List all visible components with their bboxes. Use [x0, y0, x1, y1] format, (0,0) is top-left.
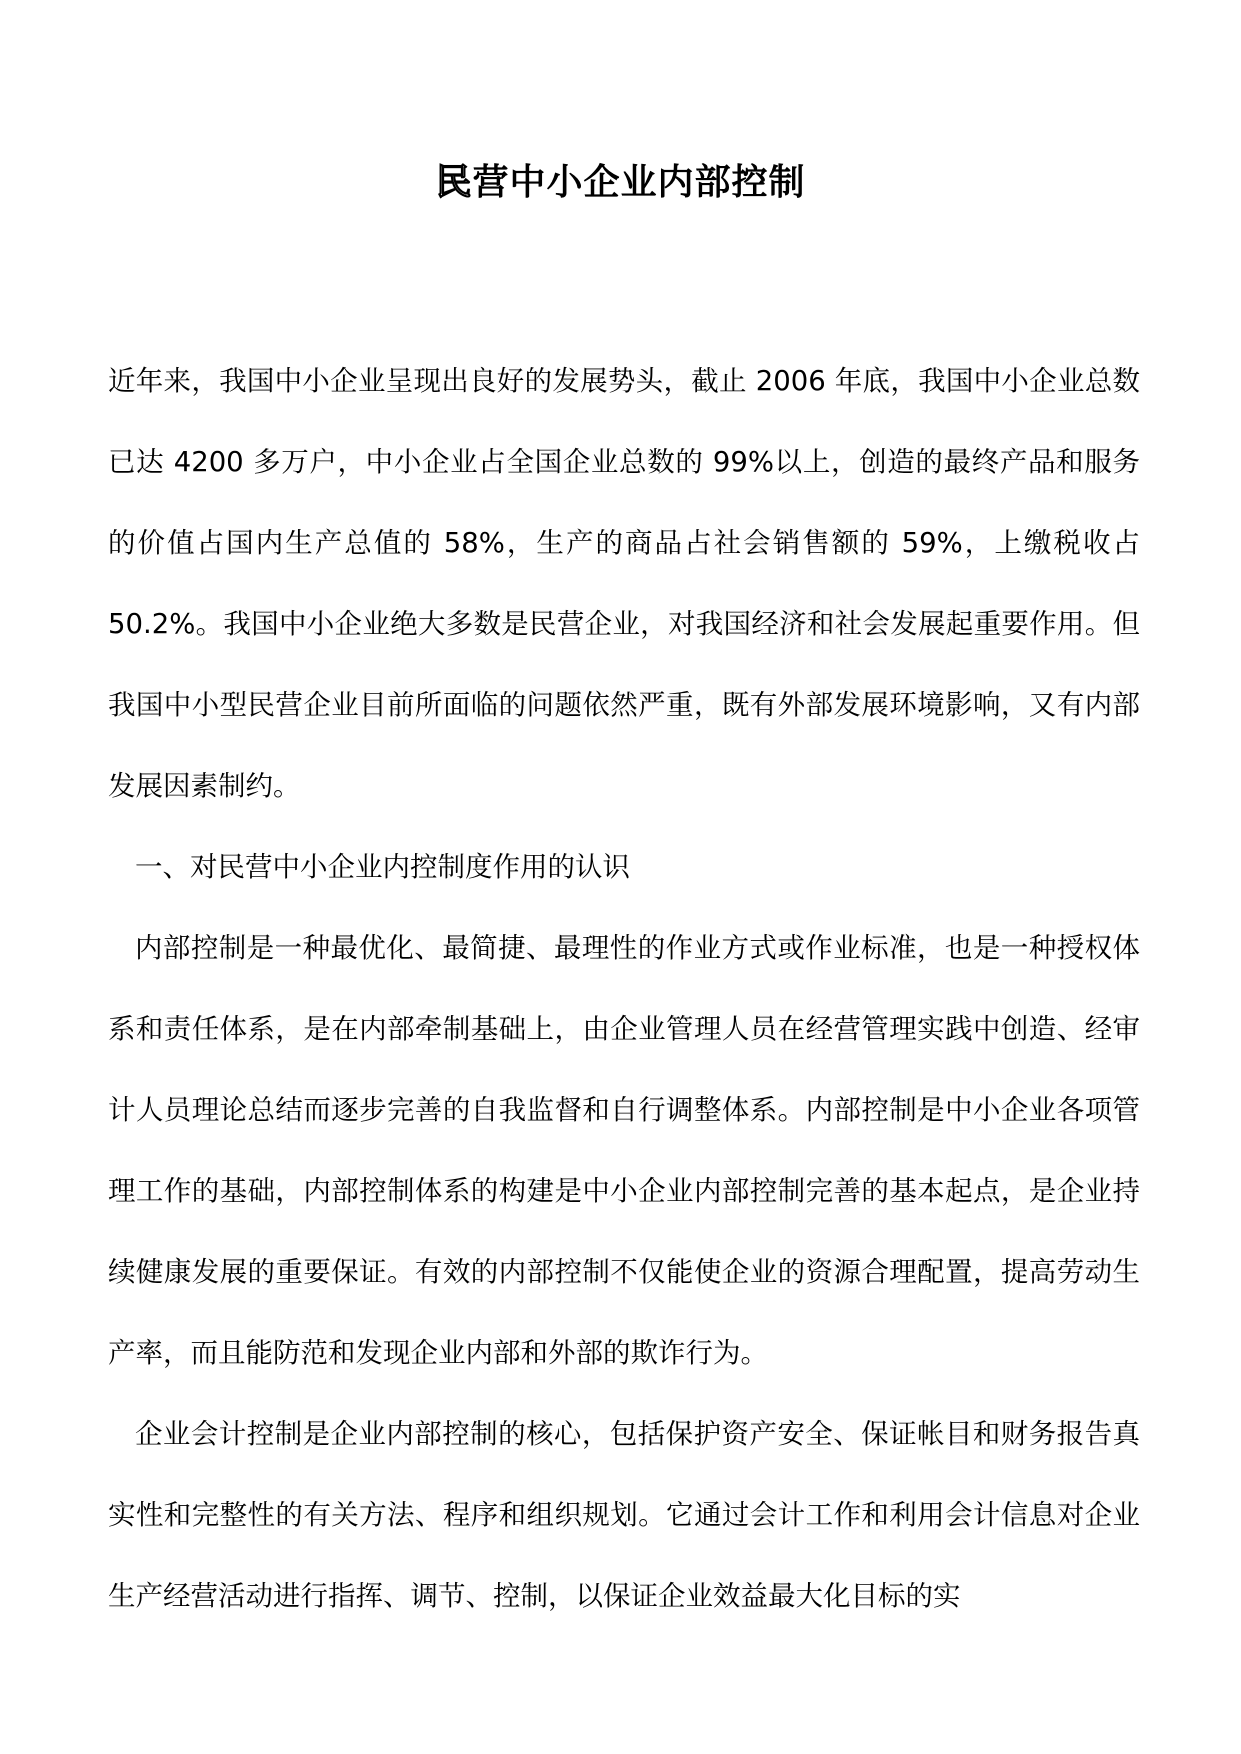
paragraph-accounting-control: 企业会计控制是企业内部控制的核心，包括保护资产安全、保证帐目和财务报告真实性和完整性的有关方法、程序和组织规划。它通过会计工作和利用会计信息对企业生产经营活动进行指挥、调节、控制，以保证企业效益最大化目标的实: [108, 1418, 1140, 1612]
document-title: [0, 158, 1241, 208]
title-first-char: 民: [435, 162, 473, 203]
document-body: [108, 341, 1140, 1637]
paragraph-internal-control: 内部控制是一种最优化、最简捷、最理性的作业方式或作业标准，也是一种授权体系和责任体系，是在内部牵制基础上，由企业管理人员在经营管理实践中创造、经审计人员理论总结而逐步完善的自我监督和自行调整体系。内部控制是中小企业各项管理工作的基础，内部控制体系的构建是中小企业内部控制完善的基本起点，是企业持续健康发展的重要保证。有效的内部控制不仅能使企业的资源合理配置，提高劳动生产率，而且能防范和发现企业内部和外部的欺诈行为。: [108, 932, 1140, 1369]
title-rest: 营中小企业内部控制: [472, 162, 806, 203]
paragraph-intro: 近年来，我国中小企业呈现出良好的发展势头，截止 2006 年底，我国中小企业总数已达 4200 多万户，中小企业占全国企业总数的 99%以上，创造的最终产品和服务的价值占国内生产总值的 58%，生产的商品占社会销售额的 59%，上缴税收占 50.2%。我国中小企业绝大多数是民营企业，对我国经济和社会发展起重要作用。但我国中小型民营企业目前所面临的问题依然严重，既有外部发展环境影响，又有内部发展因素制约。: [108, 365, 1140, 802]
section-heading: 一、对民营中小企业内控制度作用的认识: [135, 851, 630, 883]
